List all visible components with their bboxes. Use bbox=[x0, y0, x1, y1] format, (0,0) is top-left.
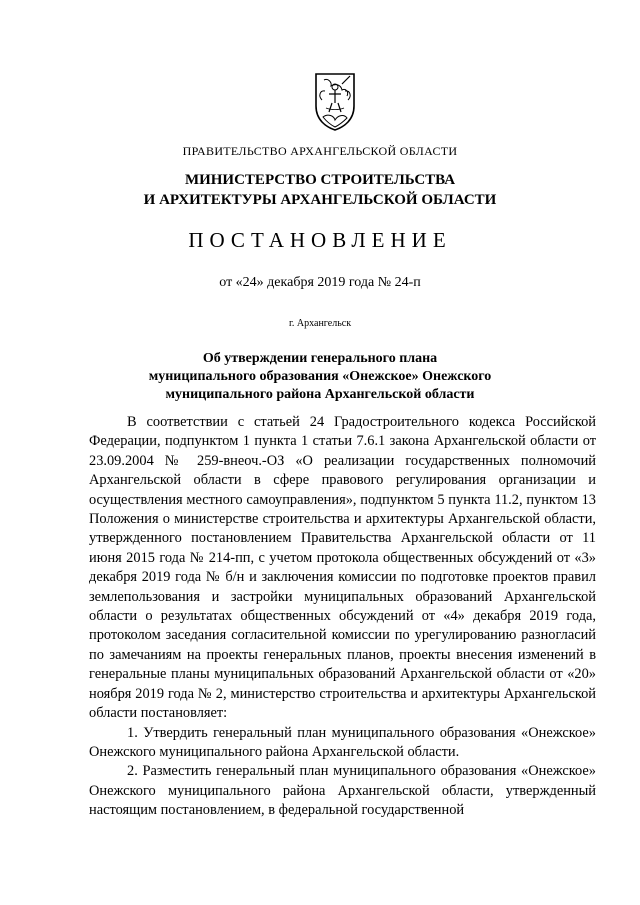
government-name: ПРАВИТЕЛЬСТВО АРХАНГЕЛЬСКОЙ ОБЛАСТИ bbox=[182, 144, 458, 158]
document-city: г. Архангельск bbox=[288, 318, 352, 329]
ministry-name-line-1: МИНИСТЕРСТВО СТРОИТЕЛЬСТВА bbox=[184, 172, 456, 188]
document-title bbox=[0, 350, 640, 404]
document-title-line-1: Об утверждении генерального плана bbox=[202, 351, 438, 366]
resolution-item-1: 1. Утвердить генеральный план муниципального образования «Онежское» Онежского муниципального района Архангельской области. bbox=[89, 724, 596, 760]
preamble-paragraph: В соответствии с статьей 24 Градостроительного кодекса Российской Федерации, подпунктом 1 пункта 1 статьи 7.6.1 закона Архангельской области от 23.09.2004 № 259-внеоч.-ОЗ «О реализации государственных полномочий Архангельской области в сфере правового регулирования организации и осуществления местного самоуправления», подпунктом 5 пункта 11.2, пунктом 13 Положения о министерстве строительства и архитектуры Архангельской области, утвержденного постановлением Правительства Архангельской области от 11 июня 2015 года № 214-пп, с учетом протокола общественных обсуждений от «3» декабря 2019 года № б/н и заключения комиссии по подготовке проектов правил землепользования и застройки муниципальных образований Архангельской области о результатах общественных обсуждений от «4» декабря 2019 года, протоколом заседания согласительной комиссии по урегулированию разногласий по замечаниям на проекты генеральных планов, проекты внесения изменений в генеральные планы муниципальных образований Архангельской области от «20» ноября 2019 года № 2, министерство строительства и архитектуры Архангельской области постановляет: bbox=[89, 414, 596, 722]
document-type: ПОСТАНОВЛЕНИЕ bbox=[188, 228, 452, 252]
document-body bbox=[89, 413, 596, 821]
ministry-name bbox=[0, 170, 640, 210]
coat-of-arms-emblem bbox=[312, 70, 358, 132]
document-title-line-3: муниципального района Архангельской области bbox=[165, 387, 475, 402]
document-title-line-2: муниципального образования «Онежское» Онежского bbox=[148, 369, 492, 384]
resolution-item-2: 2. Разместить генеральный план муниципального образования «Онежское» Онежского муниципального района Архангельской области, утвержденный настоящим постановлением, в федеральной государственной bbox=[89, 763, 596, 819]
document-date-number: от «24» декабря 2019 года № 24-п bbox=[219, 275, 421, 290]
ministry-name-line-2: И АРХИТЕКТУРЫ АРХАНГЕЛЬСКОЙ ОБЛАСТИ bbox=[143, 192, 497, 208]
